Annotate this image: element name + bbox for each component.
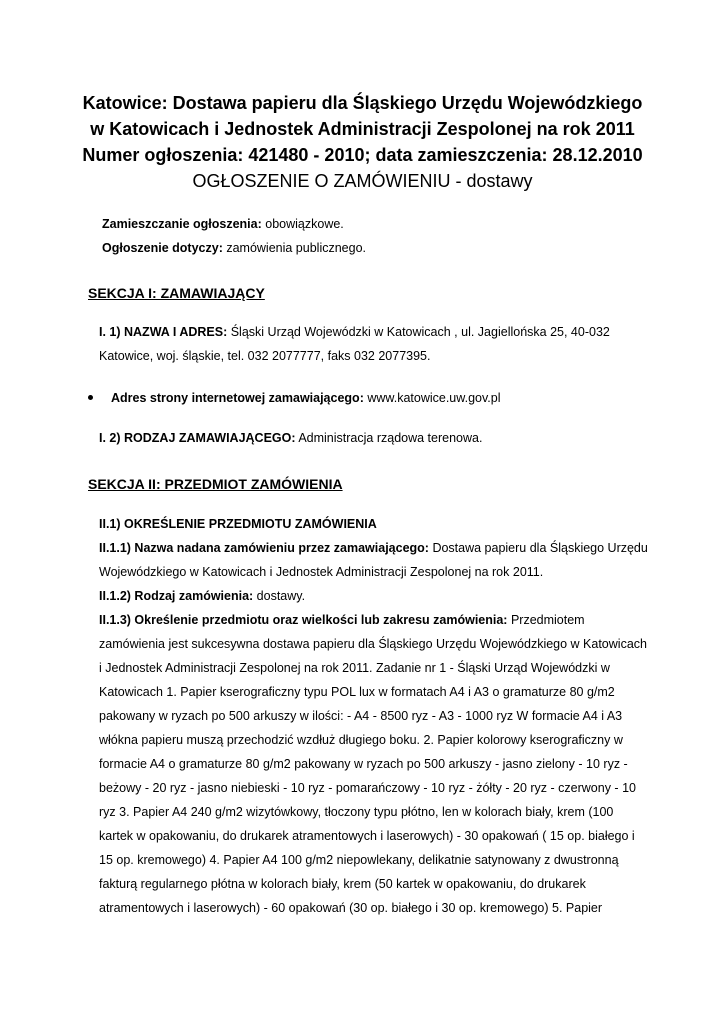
scope-line: i Jednostek Administracji Zespolonej na rok 2011. Zadanie nr 1 - Śląski Urząd Wojewódzki w bbox=[99, 661, 610, 675]
website-label: Adres strony internetowej zamawiającego: bbox=[111, 391, 364, 405]
document-header bbox=[60, 90, 665, 194]
concerns-row bbox=[102, 236, 366, 260]
section-1-heading: SEKCJA I: ZAMAWIAJĄCY bbox=[88, 285, 265, 301]
scope-line: fakturą regularnego płótna w kolorach biały, krem (50 kartek w opakowaniu, do drukarek bbox=[99, 877, 586, 891]
section-2-body bbox=[99, 512, 659, 920]
order-kind-label: II.1.2) Rodzaj zamówienia: bbox=[99, 589, 254, 603]
concerns-label: Ogłoszenie dotyczy: bbox=[102, 241, 223, 255]
scope-line: ryz 3. Papier A4 240 g/m2 wizytówkowy, tłoczony typu płótno, len w kolorach biały, krem (100 bbox=[99, 805, 614, 819]
name-label: I. 1) NAZWA I ADRES: bbox=[99, 325, 228, 339]
placement-row bbox=[102, 212, 366, 236]
scope-line: kartek w opakowaniu, do drukarek atramentowych i laserowych) - 30 opakowań ( 15 op. białego i bbox=[99, 829, 635, 843]
order-name-line-1 bbox=[99, 536, 659, 560]
order-kind-line bbox=[99, 584, 659, 608]
placement-value: obowiązkowe. bbox=[261, 217, 344, 231]
notice-meta bbox=[102, 212, 366, 260]
authority-type-line bbox=[99, 426, 659, 450]
name-value-1: Śląski Urząd Wojewódzki w Katowicach , ul. Jagiellońska 25, 40-032 bbox=[227, 325, 610, 339]
name-line-1 bbox=[99, 320, 659, 344]
scope-line: Katowicach 1. Papier kserograficzny typu POL lux w formatach A4 i A3 o gramaturze 80 g/m2 bbox=[99, 685, 615, 699]
name-line-2: Katowice, woj. śląskie, tel. 032 2077777, faks 032 2077395. bbox=[99, 349, 431, 363]
section-2-heading: SEKCJA II: PRZEDMIOT ZAMÓWIENIA bbox=[88, 476, 343, 492]
scope-line: 15 op. kremowego) 4. Papier A4 100 g/m2 niepowlekany, delikatnie satynowany z dwustronną bbox=[99, 853, 619, 867]
scope-line-0 bbox=[99, 608, 659, 632]
title-line-1: Katowice: Dostawa papieru dla Śląskiego Urzędu Wojewódzkiego bbox=[82, 93, 643, 113]
website-row bbox=[88, 386, 501, 410]
authority-type bbox=[99, 426, 659, 450]
bullet-icon bbox=[88, 395, 93, 400]
title-line-2: w Katowicach i Jednostek Administracji Zespolonej na rok 2011 bbox=[90, 119, 635, 139]
scope-line: formacie A4 o gramaturze 80 g/m2 pakowany w ryzach po 500 arkuszy - jasno zielony - 10 ryz - bbox=[99, 757, 628, 771]
placement-label: Zamieszczanie ogłoszenia: bbox=[102, 217, 262, 231]
contracting-authority-name bbox=[99, 320, 659, 368]
title-line-3: Numer ogłoszenia: 421480 - 2010; data zamieszczenia: 28.12.2010 bbox=[82, 145, 643, 165]
scope-line: zamówienia jest sukcesywna dostawa papieru dla Śląskiego Urzędu Wojewódzkiego w Katowicach bbox=[99, 637, 647, 651]
scope-line: włókna papieru muszą przechodzić wzdłuż długiego boku. 2. Papier kolorowy kserograficzny w bbox=[99, 733, 623, 747]
order-name-value-1: Dostawa papieru dla Śląskiego Urzędu bbox=[428, 541, 648, 555]
subject-subheading-text: II.1) OKREŚLENIE PRZEDMIOTU ZAMÓWIENIA bbox=[99, 517, 377, 531]
order-kind-value: dostawy. bbox=[253, 589, 306, 603]
subject-subheading bbox=[99, 512, 659, 536]
order-name-label: II.1.1) Nazwa nadana zamówieniu przez zamawiającego: bbox=[99, 541, 429, 555]
scope-line: atramentowych i laserowych) - 60 opakowań (30 op. białego i 30 op. kremowego) 5. Papier bbox=[99, 901, 603, 915]
document-subtitle: OGŁOSZENIE O ZAMÓWIENIU - dostawy bbox=[192, 171, 533, 191]
concerns-value: zamówienia publicznego. bbox=[222, 241, 366, 255]
order-name-line-2: Wojewódzkiego w Katowicach i Jednostek Administracji Zespolonej na rok 2011. bbox=[99, 565, 544, 579]
scope-line: beżowy - 20 ryz - jasno niebieski - 10 ryz - pomarańczowy - 10 ryz - żółty - 20 ryz - czerwony - 10 bbox=[99, 781, 636, 795]
authority-type-value: Administracja rządowa terenowa. bbox=[295, 431, 483, 445]
scope-value-1: Przedmiotem bbox=[507, 613, 585, 627]
website-link[interactable]: www.katowice.uw.gov.pl bbox=[363, 391, 501, 405]
scope-label: II.1.3) Określenie przedmiotu oraz wielkości lub zakresu zamówienia: bbox=[99, 613, 508, 627]
authority-type-label: I. 2) RODZAJ ZAMAWIAJĄCEGO: bbox=[99, 431, 296, 445]
scope-line: pakowany w ryzach po 500 arkuszy w ilości: - A4 - 8500 ryz - A3 - 1000 ryz W formacie A4 i A3 bbox=[99, 709, 623, 723]
